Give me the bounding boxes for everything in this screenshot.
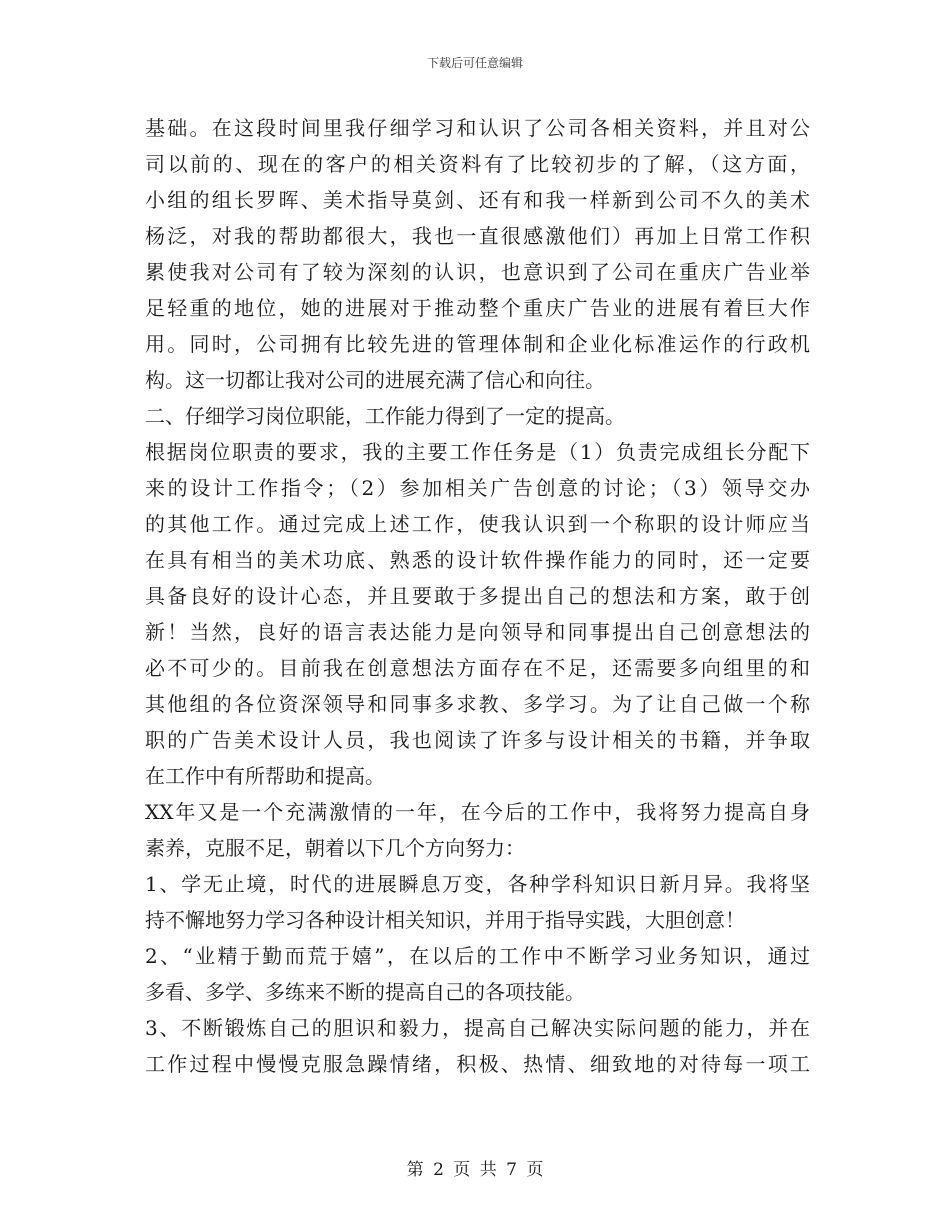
text-line: 累使我对公司有了较为深刻的认识，也意识到了公司在重庆广告业举 — [145, 260, 810, 284]
text-line: 工作过程中慢慢克服急躁情绪，积极、热情、细致地的对待每一项工 — [145, 1052, 810, 1076]
text-line: 在工作中有所帮助和提高。 — [145, 764, 385, 788]
document-body — [145, 110, 810, 1082]
text-line: 3、不断锻炼自己的胆识和毅力，提高自己解决实际问题的能力，并在 — [145, 1016, 810, 1040]
text-line: 的其他工作。通过完成上述工作，使我认识到一个称职的设计师应当 — [145, 512, 810, 536]
text-line: 来的设计工作指令；（2）参加相关广告创意的讨论；（3）领导交办 — [145, 476, 810, 500]
page-header: 下载后可任意编辑 — [426, 56, 523, 70]
text-line: 用。同时，公司拥有比较先进的管理体制和企业化标准运作的行政机 — [145, 332, 810, 356]
text-line: 多看、多学、多练来不断的提高自己的各项技能。 — [145, 980, 585, 1004]
text-line: 必不可少的。目前我在创意想法方面存在不足，还需要多向组里的和 — [145, 656, 810, 680]
text-line: 具备良好的设计心态，并且要敢于多提出自己的想法和方案，敢于创 — [145, 584, 810, 608]
text-line: 足轻重的地位，她的进展对于推动整个重庆广告业的进展有着巨大作 — [145, 296, 810, 320]
text-line: XX年又是一个充满激情的一年，在今后的工作中，我将努力提高自身 — [145, 800, 810, 824]
text-line: 职的广告美术设计人员，我也阅读了许多与设计相关的书籍，并争取 — [145, 728, 810, 752]
text-line: 司以前的、现在的客户的相关资料有了比较初步的了解，（这方面， — [145, 152, 810, 176]
text-line: 杨泛，对我的帮助都很大，我也一直很感激他们）再加上日常工作积 — [145, 224, 810, 248]
page-footer: 第 2 页 共 7 页 — [406, 1160, 544, 1180]
text-line: 在具有相当的美术功底、熟悉的设计软件操作能力的同时，还一定要 — [145, 548, 810, 572]
text-line: 素养，克服不足，朝着以下几个方向努力： — [145, 836, 525, 860]
text-line: 构。这一切都让我对公司的进展充满了信心和向往。 — [145, 368, 605, 392]
text-line: 二、仔细学习岗位职能，工作能力得到了一定的提高。 — [145, 404, 625, 428]
text-line: 基础。在这段时间里我仔细学习和认识了公司各相关资料，并且对公 — [145, 116, 810, 140]
text-line: 持不懈地努力学习各种设计相关知识，并用于指导实践，大胆创意！ — [145, 908, 745, 932]
text-line: 根据岗位职责的要求，我的主要工作任务是（1）负责完成组长分配下 — [145, 440, 810, 464]
text-line: 其他组的各位资深领导和同事多求教、多学习。为了让自己做一个称 — [145, 692, 810, 716]
text-line: 2、“业精于勤而荒于嬉”，在以后的工作中不断学习业务知识，通过 — [145, 944, 810, 968]
text-line: 新！当然，良好的语言表达能力是向领导和同事提出自己创意想法的 — [145, 620, 810, 644]
text-line: 小组的组长罗晖、美术指导莫剑、还有和我一样新到公司不久的美术 — [145, 188, 810, 212]
text-line: 1、学无止境，时代的进展瞬息万变，各种学科知识日新月异。我将坚 — [145, 872, 810, 896]
